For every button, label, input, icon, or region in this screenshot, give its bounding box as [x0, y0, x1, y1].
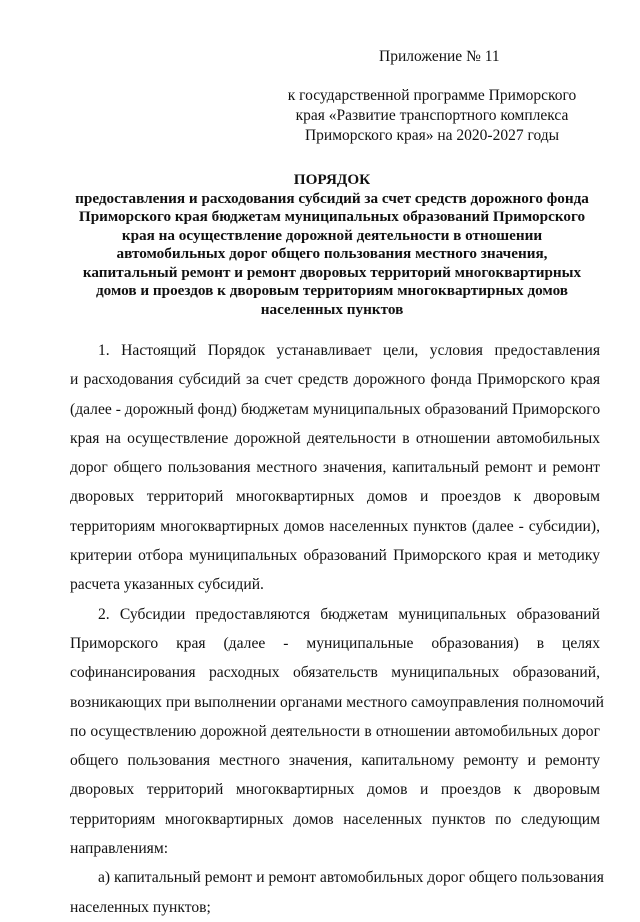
paragraph-1	[70, 336, 600, 600]
appendix-label: Приложение № 11	[379, 48, 500, 65]
paragraph-line: Приморского края (далее - муниципальные образования) в целях	[70, 634, 600, 652]
program-reference	[280, 86, 584, 146]
paragraph-line: дворовых территорий многоквартирных домов и проездов к дворовым	[70, 488, 600, 506]
paragraph-line: возникающих при выполнении органами местного самоуправления полномочий	[70, 693, 604, 711]
heading-line: населенных пунктов	[260, 300, 404, 318]
paragraph-line: территориям многоквартирных домов населенных пунктов (далее - субсидии),	[70, 517, 600, 535]
document-body	[70, 336, 604, 922]
paragraph-line: расчета указанных субсидий.	[70, 576, 264, 594]
paragraph-line: дорог общего пользования местного значения, капитальный ремонт и ремонт	[70, 459, 600, 477]
paragraph-line: по осуществлению дорожной деятельности в отношении автомобильных дорог	[70, 722, 600, 740]
paragraph-line: края на осуществление дорожной деятельности в отношении автомобильных	[70, 429, 600, 447]
document-heading	[62, 171, 602, 319]
heading-line: предоставления и расходования субсидий за счет средств дорожного фонда	[75, 189, 589, 207]
paragraph-line: общего пользования местного значения, капитальному ремонту и ремонту	[70, 752, 600, 770]
program-reference-line: Приморского края» на 2020-2027 годы	[304, 127, 560, 144]
paragraph-line: (далее - дорожный фонд) бюджетам муниципальных образований Приморского	[70, 400, 601, 418]
paragraph-line: территориям многоквартирных домов населенных пунктов по следующим	[70, 810, 600, 828]
paragraph-2	[70, 600, 604, 864]
program-reference-line: края «Развитие транспортного комплекса	[295, 107, 569, 124]
paragraph-line: софинансирования расходных обязательств муниципальных образований,	[70, 664, 600, 682]
heading-line: края на осуществление дорожной деятельности в отношении	[121, 226, 543, 244]
paragraph-line: направлениям:	[70, 840, 169, 858]
paragraph-line: 2. Субсидии предоставляются бюджетам муниципальных образований	[98, 605, 600, 623]
document-title: ПОРЯДОК	[293, 171, 371, 188]
paragraph-line: 1. Настоящий Порядок устанавливает цели, условия предоставления	[98, 342, 600, 359]
heading-line: автомобильных дорог общего пользования местного значения,	[116, 245, 548, 262]
paragraph-line: а) капитальный ремонт и ремонт автомобильных дорог общего пользования	[98, 869, 604, 887]
paragraph-line: дворовых территорий многоквартирных домов и проездов к дворовым	[70, 781, 600, 799]
paragraph-line: и расходования субсидий за счет средств дорожного фонда Приморского края	[70, 371, 600, 389]
program-reference-line: к государственной программе Приморского	[287, 87, 577, 104]
heading-line: капитальный ремонт и ремонт дворовых территорий многоквартирных	[82, 263, 582, 281]
paragraph-line: критерии отбора муниципальных образований Приморского края и методику	[70, 547, 600, 565]
paragraph-line: населенных пунктов;	[70, 898, 211, 916]
heading-line: Приморского края бюджетам муниципальных образований Приморского	[78, 208, 586, 225]
heading-line: домов и проездов к дворовым территориям многоквартирных домов	[96, 282, 568, 299]
paragraph-3	[70, 863, 604, 922]
